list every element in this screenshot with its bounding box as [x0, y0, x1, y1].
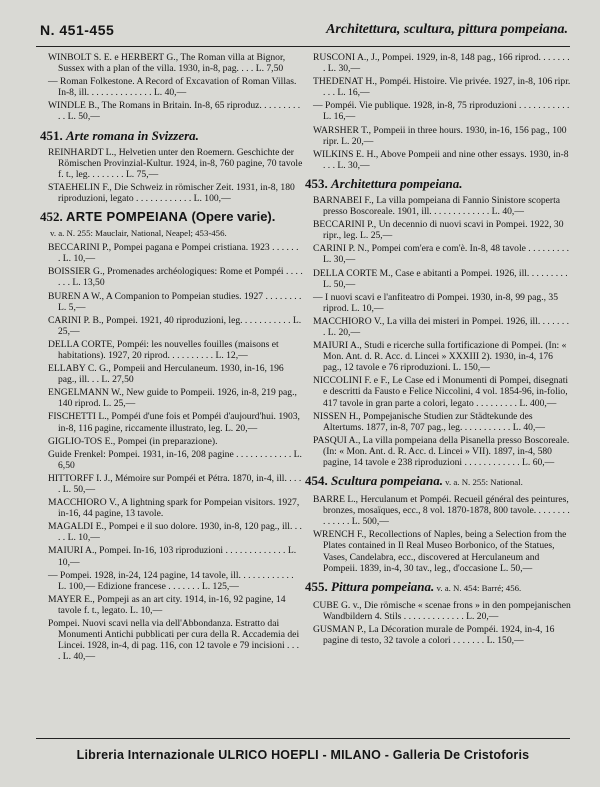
catalog-entry: Guide Frenkel: Pompei. 1931, in-16, 208 pagine . . . . . . . . . . . . L. 6,50: [48, 448, 302, 471]
footer-rule: [36, 738, 570, 739]
section-title: Architettura pompeiana.: [331, 175, 463, 191]
section-cross-reference: v. a. N. 255: National.: [442, 477, 523, 488]
catalog-entry: — Pompei. 1928, in-24, 124 pagine, 14 tavole, ill. . . . . . . . . . . . L. 100,— Edizione francese . . . . . . . L. 125,—: [48, 569, 294, 592]
catalog-entry: DELLA CORTE, Pompéi: les nouvelles fouilles (maisons et habitations). 1927, 20 riprod. . . . . . . . . . L. 12,—: [48, 338, 279, 361]
catalog-entry: MAGALDI E., Pompei e il suo dolore. 1930, in-8, 120 pag., ill. . . . . L. 10,—: [48, 521, 302, 544]
catalog-entry: — I nuovi scavi e l'anfiteatro di Pompei. 1930, in-8, 99 pag., 35 riprod. L. 10,—: [313, 291, 558, 314]
catalog-entry: ENGELMANN W., New guide to Pompeii. 1926, in-8, 219 pag., 140 riprod. L. 25,—: [48, 387, 297, 410]
page-number-range: N. 451-455: [40, 22, 115, 38]
catalog-entry: WARSHER T., Pompeii in three hours. 1930, in-16, 156 pag., 100 ripr. L. 20,—: [313, 124, 567, 147]
catalog-entry: FISCHETTI L., Pompéi d'une fois et Pompéi d'aujourd'hui. 1903, in-8, 116 pagine, riccamente illustrato, leg. L. 20,—: [48, 411, 300, 434]
section-number: 453.: [305, 175, 331, 191]
catalog-entry: PASQUI A., La villa pompeiana della Pisanella presso Boscoreale. (In: « Mon. Ant. d. R. Acc. d. Lincei » VII). 1897, in-4, 580 pagine, 14 tavole e 238 riproduzioni . . . . . . . . . . . . L. 60,—: [313, 434, 570, 468]
catalog-entry: WILKINS E. H., Above Pompeii and nine other essays. 1930, in-8 . . . L. 30,—: [313, 148, 569, 171]
catalog-entry: GUSMAN P., La Décoration murale de Pompéi. 1924, in-4, 16 pagine di testo, 32 tavole a colori . . . . . . . L. 150,—: [313, 623, 555, 647]
section-heading: [40, 209, 303, 224]
catalog-entry: MACCHIORO V., A lightning spark for Pompeian visitors. 1927, in-16, 44 pagine, 13 tavole.: [48, 497, 300, 520]
catalog-entry: MAIURI A., Studi e ricerche sulla fortificazione di Pompei. (In: « Mon. Ant. d. R. Acc. d. Lincei » XXXIII 2). 1930, in-4, 176 pag., 12 tavole e 76 riproduzioni. L. 150,—: [313, 340, 567, 374]
catalog-entry: BARNABEI F., La villa pompeiana di Fannio Sinistore scoperta presso Boscoreale. 1901, ill. . . . . . . . . . . . . L. 40,—: [313, 194, 561, 218]
section-title: Arte romana in Svizzera.: [66, 127, 199, 143]
catalog-entry: WINBOLT S. E. e HERBERT G., The Roman villa at Bignor, Sussex with a plan of the villa. 1930, in-8, pag. . . . L. 7,50: [48, 52, 286, 75]
catalog-entry: MAYER E., Pompeji as an art city. 1914, in-16, 92 pagine, 14 tavole f. t., legato. L. 10,—: [48, 593, 286, 616]
section-number: 455.: [305, 578, 331, 594]
catalog-entry: DELLA CORTE M., Case e abitanti a Pompei. 1926, ill. . . . . . . . . L. 50,—: [313, 267, 568, 290]
catalog-entry: REINHARDT L., Helvetien unter den Roemern. Geschichte der Römischen Provinzial-Kultur. 1924, in-8, 760 pagine, 70 tavole f. t., leg. . . . . . . . L. 75,—: [48, 146, 303, 180]
section-number: 452.: [40, 209, 66, 225]
section-title: Pittura pompeiana.: [331, 578, 435, 594]
left-column: [40, 52, 303, 664]
section-heading: [305, 579, 571, 596]
catalog-entry: Pompei. Nuovi scavi nella via dell'Abbondanza. Estratto dai Monumenti Antichi pubblicati per cura della R. Accademia dei Lincei. 1928, in-4, di pag. 116, con 12 tavole e 79 incisioni . . . . L. 40,—: [48, 618, 300, 663]
catalog-entry: NICCOLINI F. e F., Le Case ed i Monumenti di Pompei, disegnati e descritti da Fausto e Felice Niccolini, 4 vol. 1854-96, in-folio, 417 tavole in gran parte a colori, legato . . . . . . . . . L. 400,—: [313, 375, 569, 409]
catalog-entry: — Pompéi. Vie publique. 1928, in-8, 75 riproduzioni . . . . . . . . . . . L. 16,—: [313, 100, 570, 123]
section-subtitle: (Opere varie).: [187, 209, 276, 225]
cross-reference: v. a. N. 255: Mauclair, National, Neapel; 453-456.: [50, 228, 227, 239]
catalog-entry: HITTORFF I. J., Mémoire sur Pompéi et Pétra. 1870, in-4, ill. . . . . L. 50,—: [48, 472, 302, 495]
catalog-entry: BOISSIER G., Promenades archéologiques: Rome et Pompéi . . . . . . . L. 13,50: [48, 266, 303, 289]
catalog-entry: MAIURI A., Pompei. In-16, 103 riproduzioni . . . . . . . . . . . . . L. 10,—: [48, 545, 297, 568]
catalog-entry: ELLABY C. G., Pompeii and Herculaneum. 1930, in-16, 196 pag., ill. . . L. 27,50: [48, 363, 284, 386]
catalog-entry: NISSEN H., Pompejanische Studien zur Städtekunde des Altertums. 1877, in-8, 707 pag., leg. . . . . . . . . . . L. 40,—: [313, 410, 545, 433]
catalog-entry: CUBE G. v., Die römische « scenae frons » in den pompejanischen Wandbildern 4. Stils . . . . . . . . . . . . . L. 20,—: [313, 599, 571, 622]
section-number: 451.: [40, 127, 66, 143]
catalog-entry: CARINI P. B., Pompei. 1921, 40 riproduzioni, leg. . . . . . . . . . . L. 25,—: [48, 314, 302, 337]
catalog-entry: WINDLE B., The Romans in Britain. In-8, 65 riproduz. . . . . . . . . . . L. 50,—: [48, 100, 301, 123]
section-title: ARTE POMPEIANA: [66, 209, 188, 225]
catalog-entry: WRENCH F., Recollections of Naples, being a Selection from the Plates contained in Il Real Museo Borbonico, of the Statues, Vases, Candelabra, ecc., discovered at Herculaneum and Pompeii. 1839, in-4, 30 tav., leg., d'occasione L. 50,—: [313, 529, 567, 574]
header-rule: [36, 46, 570, 47]
catalog-entry: GIGLIO-TOS E., Pompei (in preparazione).: [48, 435, 218, 447]
section-heading: [40, 128, 303, 143]
publisher-footer: Libreria Internazionale ULRICO HOEPLI - MILANO - Galleria De Cristoforis: [76, 748, 530, 762]
catalog-entry: STAEHELIN F., Die Schweiz in römischer Zeit. 1931, in-8, 180 riproduzioni, legato . . . . . . . . . . . . L. 100,—: [48, 181, 295, 204]
catalog-entry: BECCARINI P., Un decennio di nuovi scavi in Pompei. 1922, 30 ripr., leg. L. 25,—: [313, 219, 564, 242]
catalog-entry: CARINI P. N., Pompei com'era e com'è. In-8, 48 tavole . . . . . . . . . L. 30,—: [313, 243, 570, 266]
catalog-entry: BECCARINI P., Pompei pagana e Pompei cristiana. 1923 . . . . . . . L. 10,—: [48, 242, 299, 265]
right-column: [305, 52, 571, 648]
catalog-entry: — Roman Folkestone. A Record of Excavation of Roman Villas. In-8, ill. . . . . . . . . . . . . . L. 40,—: [48, 76, 297, 99]
section-number: 454.: [305, 473, 331, 489]
catalog-entry: BUREN A W., A Companion to Pompeian studies. 1927 . . . . . . . . L. 5,—: [48, 290, 302, 313]
section-cross-reference: v. a. N. 454: Barré; 456.: [434, 582, 522, 593]
section-heading: [305, 176, 571, 191]
section-title: Scultura pompeiana.: [331, 473, 443, 489]
catalog-entry: MACCHIORO V., La villa dei misteri in Pompei. 1926, ill. . . . . . . . L. 20,—: [313, 315, 570, 338]
section-heading: [305, 473, 571, 490]
catalog-entry: THEDENAT H., Pompéi. Histoire. Vie privée. 1927, in-8, 106 ripr. . . . L. 16,—: [313, 76, 571, 99]
catalog-entry: BARRE L., Herculanum et Pompéi. Recueil général des peintures, bronzes, mosaïques, ecc., 8 vol. 1870-1878, 800 tavole. . . . . . . . . . . . . . L. 500,—: [313, 494, 570, 528]
running-head: Architettura, scultura, pittura pompeiana.: [326, 22, 568, 37]
catalog-entry: RUSCONI A., J., Pompei. 1929, in-8, 148 pag., 166 riprod. . . . . . . . L. 30,—: [313, 52, 570, 75]
